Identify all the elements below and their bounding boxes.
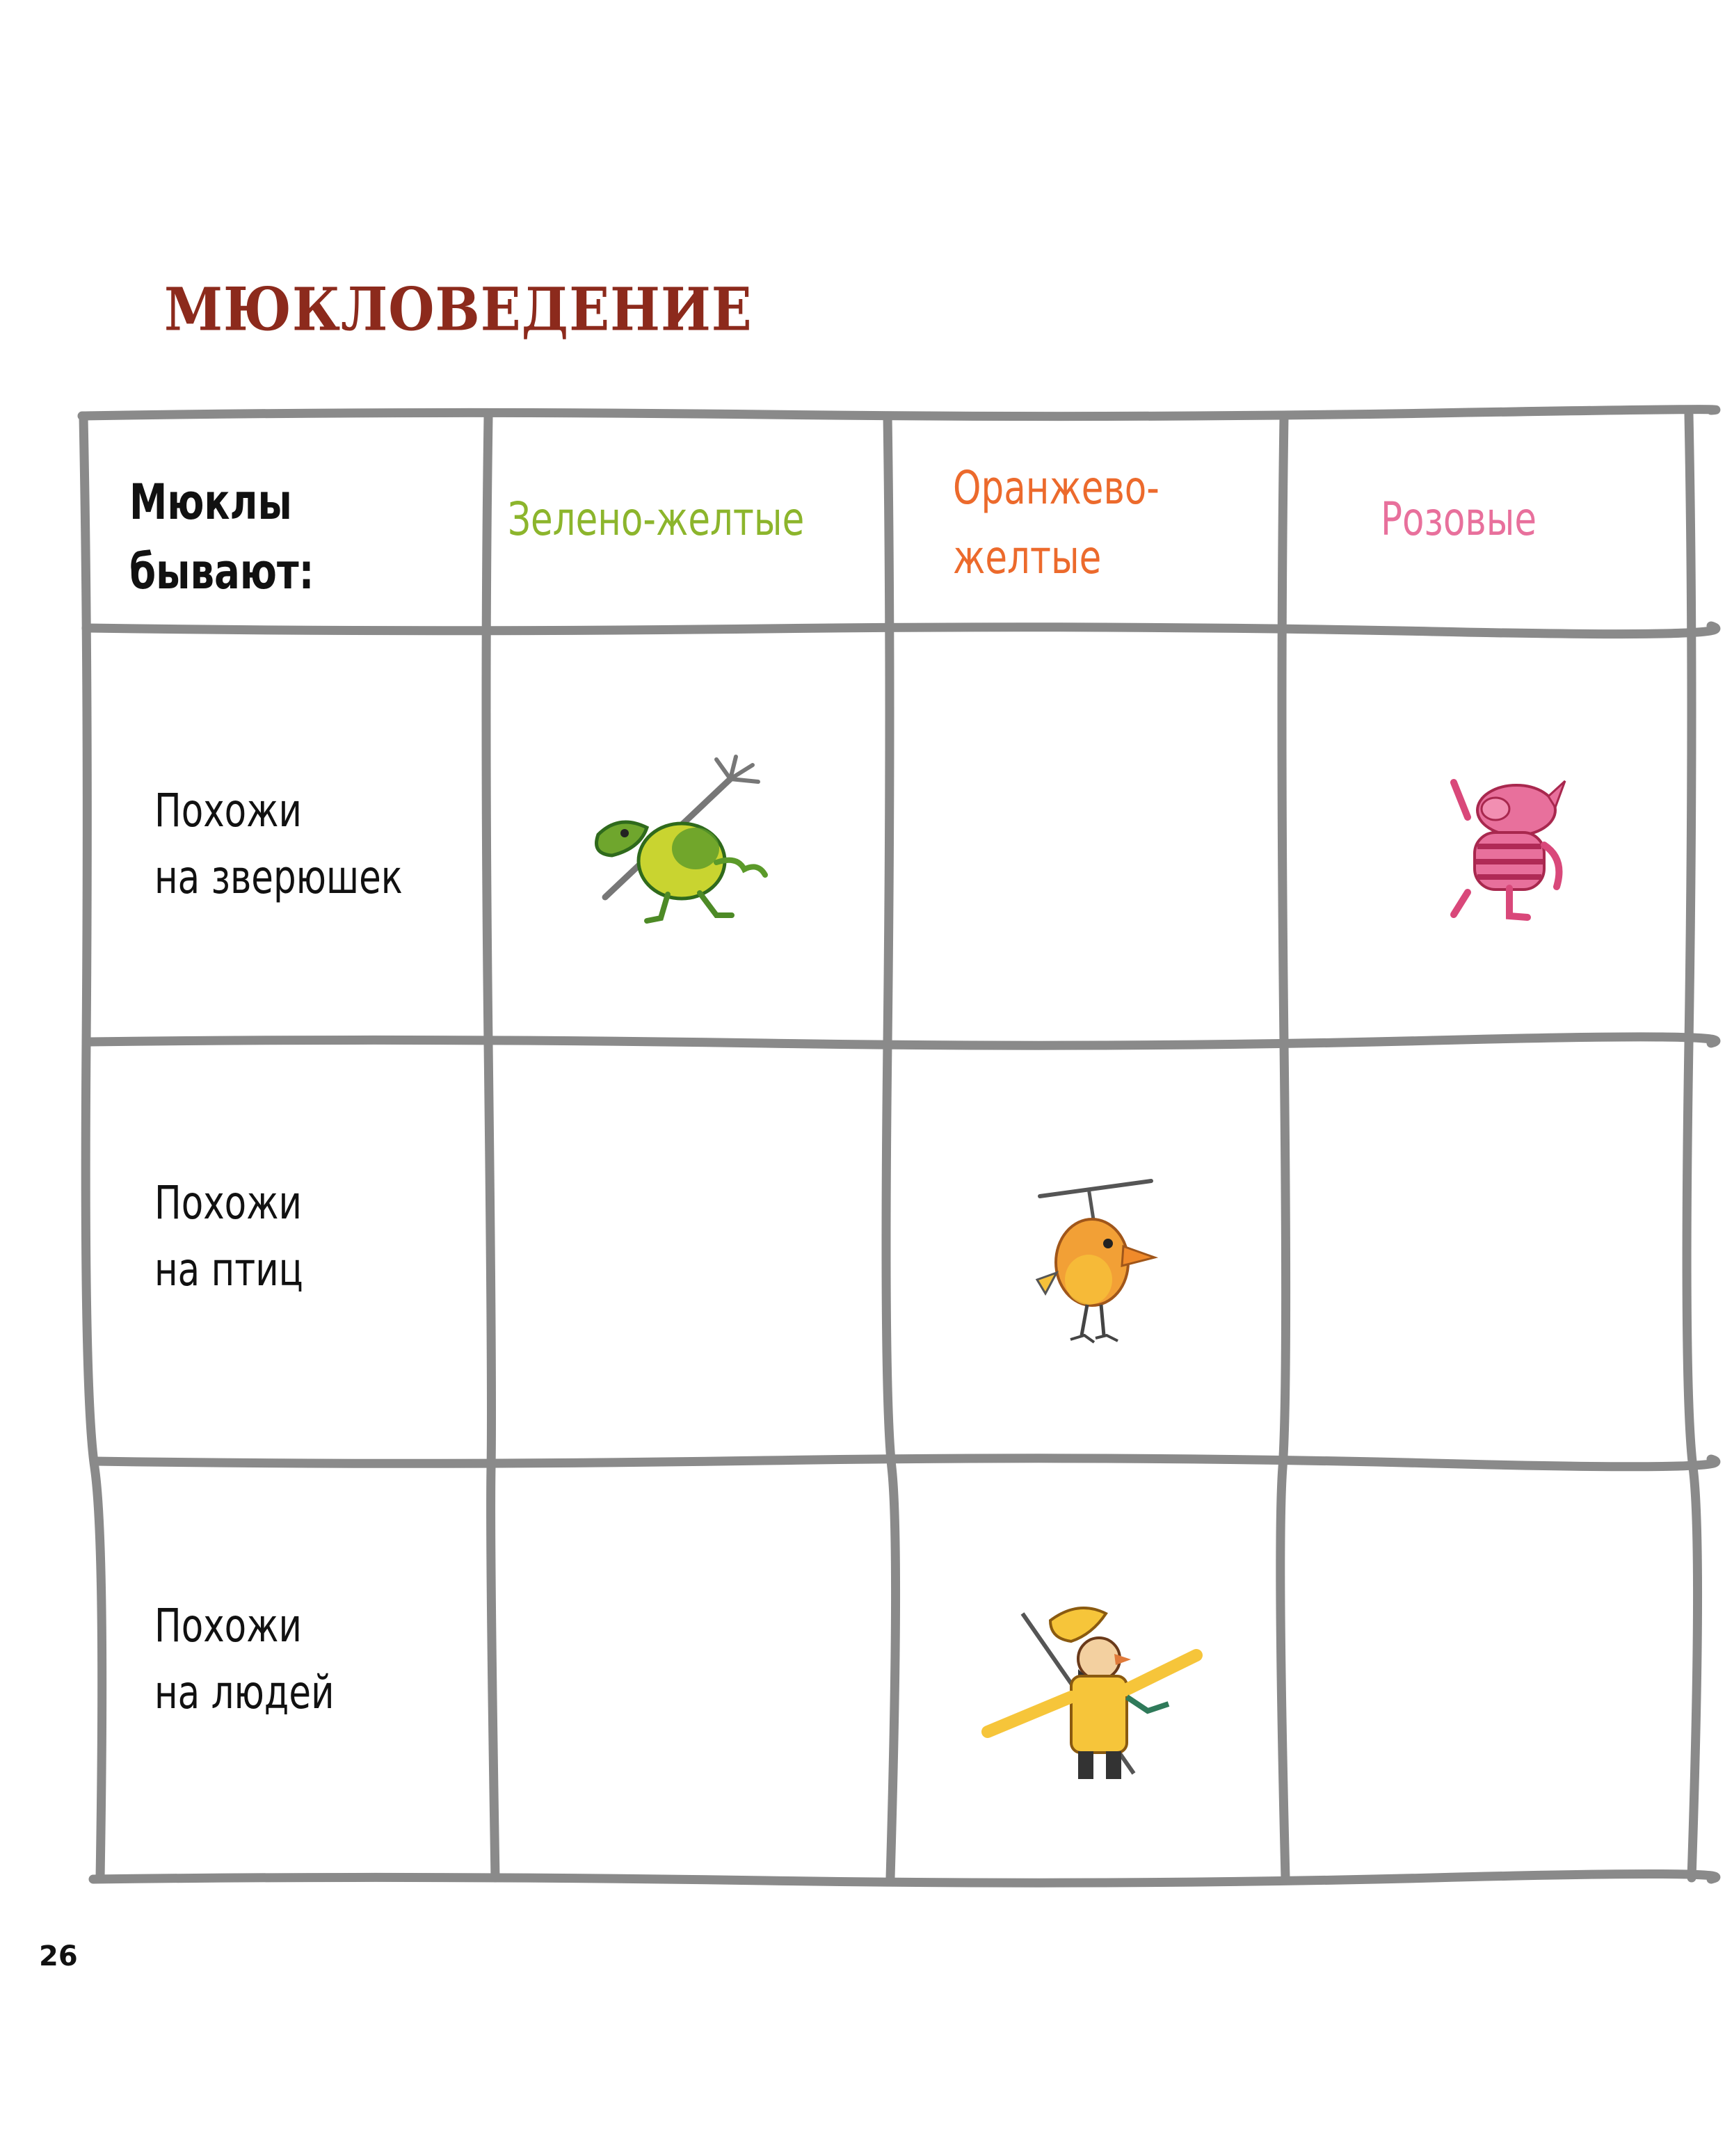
page-number: 26	[39, 1940, 78, 1972]
row-label-people: Похожи на людей	[154, 1599, 335, 1719]
column-header-orange-yellow: Оранжево- желтые	[953, 461, 1160, 584]
pink-pig-creature-icon	[1426, 769, 1586, 928]
row-label-birds: Похожи на птиц	[154, 1176, 303, 1296]
yellow-fisherman-creature-icon	[974, 1600, 1210, 1794]
green-creature-with-fork-icon	[570, 751, 793, 932]
column-header-green-yellow: Зелено-желтые	[508, 492, 805, 546]
page-title: МЮКЛОВЕДЕНИЕ	[164, 275, 753, 344]
orange-bird-propeller-icon	[1012, 1168, 1172, 1363]
column-header-pink: Розовые	[1381, 492, 1537, 546]
header-row-label: Мюклы бывают:	[129, 474, 314, 600]
row-label-animals: Похожи на зверюшек	[154, 784, 403, 904]
